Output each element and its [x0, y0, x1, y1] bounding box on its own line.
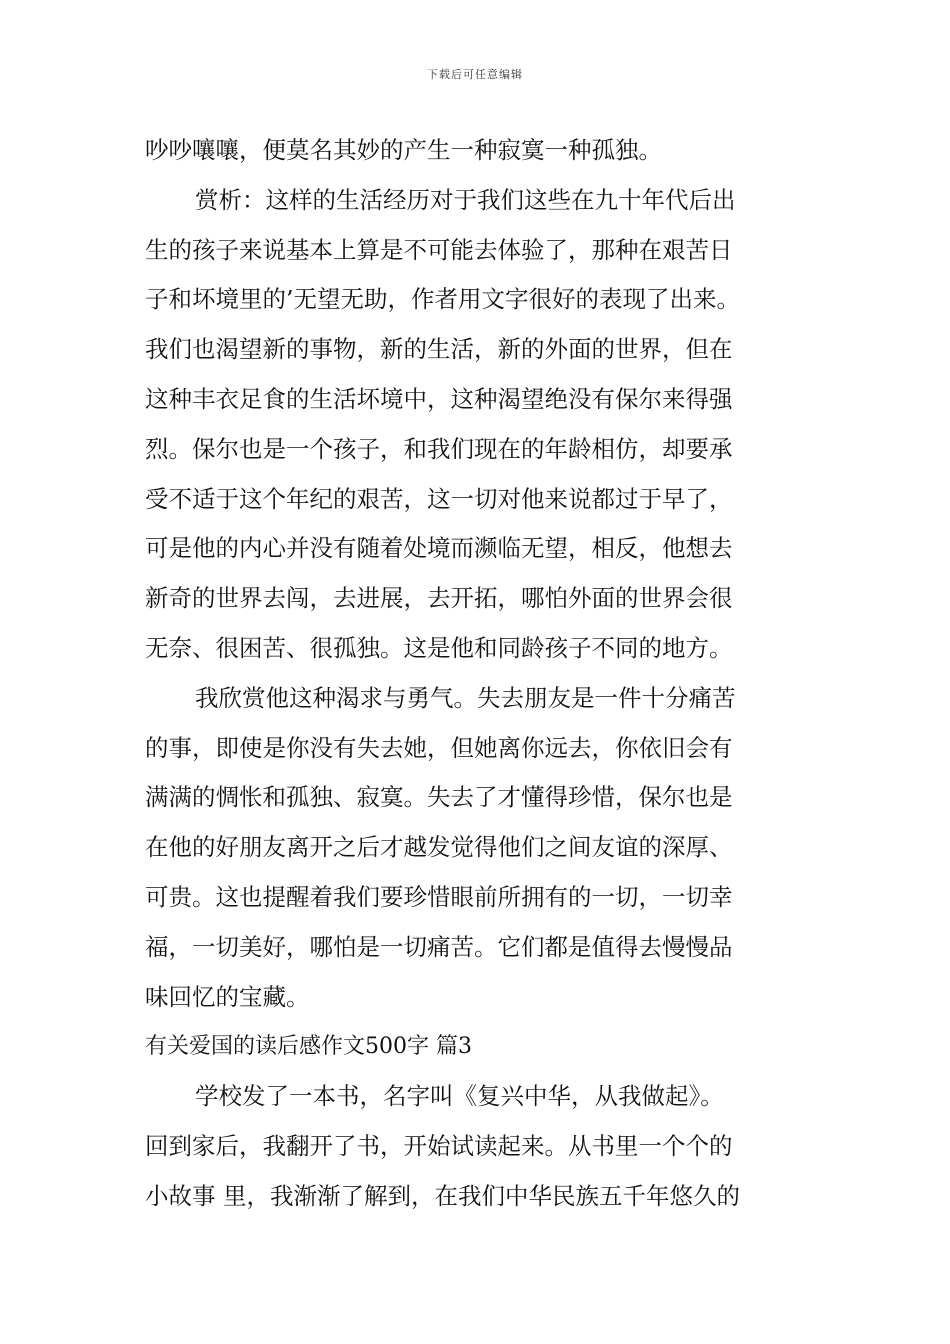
- text-line: 这种丰衣足食的生活坏境中，这种渴望绝没有保尔来得强: [145, 384, 733, 413]
- text-line: 福，一切美好，哪怕是一切痛苦。它们都是值得去慢慢品: [145, 932, 733, 961]
- text-line: 满满的惆怅和孤独、寂寞。失去了才懂得珍惜，保尔也是: [145, 783, 733, 812]
- text-line: 赏析：这样的生活经历对于我们这些在九十年代后出: [195, 185, 736, 214]
- page-header: 下载后可任意编辑: [427, 68, 523, 81]
- text-line: 生的孩子来说基本上算是不可能去体验了，那种在艰苦日: [145, 235, 733, 264]
- text-line: 我们也渴望新的事物，新的生活，新的外面的世界，但在: [145, 335, 733, 364]
- text-line: 吵吵嚷嚷，便莫名其妙的产生一种寂寞一种孤独。: [145, 136, 662, 164]
- text-line: 子和坏境里的’无望无助，作者用文字很好的表现了出来。: [145, 285, 740, 314]
- text-line: 学校发了一本书，名字叫《复兴中华，从我做起》。: [195, 1082, 724, 1111]
- text-line: 在他的好朋友离开之后才越发觉得他们之间友谊的深厚、: [145, 833, 733, 862]
- text-line: 回到家后，我翻开了书，开始试读起来。从书里一个个的: [145, 1131, 733, 1160]
- text-line: 的事，即使是你没有失去她，但她离你远去，你依旧会有: [145, 733, 733, 762]
- text-line: 烈。保尔也是一个孩子，和我们现在的年龄相仿，却要承: [145, 434, 733, 463]
- text-line: 可贵。这也提醒着我们要珍惜眼前所拥有的一切，一切幸: [145, 882, 733, 911]
- text-line: 无奈、很困苦、很孤独。这是他和同龄孩子不同的地方。: [145, 633, 733, 662]
- text-line: 小故事 里，我渐渐了解到，在我们中华民族五千年悠久的: [145, 1181, 740, 1210]
- text-line: 可是他的内心并没有随着处境而濒临无望，相反，他想去: [145, 534, 733, 563]
- document-body: [145, 126, 825, 1222]
- text-line: 受不适于这个年纪的艰苦，这一切对他来说都过于早了，: [145, 484, 733, 513]
- text-line: 新奇的世界去闯，去进展，去开拓，哪怕外面的世界会很: [145, 584, 733, 613]
- text-line: 我欣赏他这种渴求与勇气。失去朋友是一件十分痛苦: [195, 683, 736, 712]
- text-line: 味回忆的宝藏。: [145, 982, 310, 1011]
- section-heading: 有关爱国的读后感作文500字 篇3: [145, 1034, 472, 1060]
